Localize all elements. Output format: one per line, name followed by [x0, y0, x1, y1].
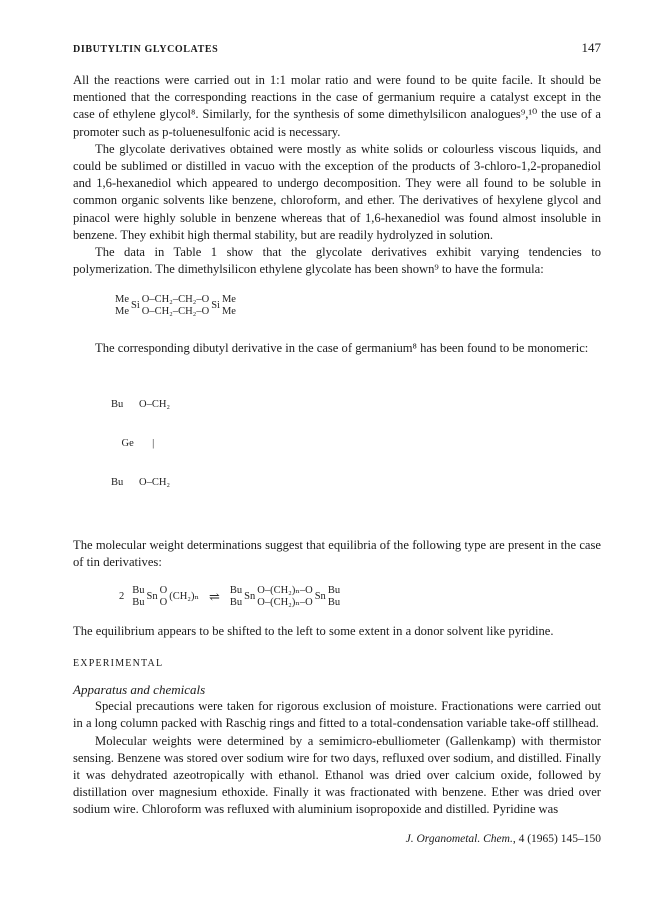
- formula-bu: Bu: [229, 585, 243, 597]
- formula-line: Bu O–CH₂: [111, 476, 171, 488]
- paragraph-polymerization: The data in Table 1 show that the glycolate derivatives exhibit varying tendencies to polymerization. The dimethylsilicon ethylene glycolate has been shown⁹ to have the formula:: [73, 245, 601, 277]
- formula-bu: Bu: [132, 585, 145, 597]
- subsection-heading-apparatus: Apparatus and chemicals: [73, 682, 206, 698]
- paragraph-derivatives: The glycolate derivatives obtained were mostly as white solids or colourless viscous liquids, and could be sublimed or distilled in vacuo with the exception of the products of 3-chloro-1,2-propanediol and 1,6-hexanediol which appeared to undergo decomposition. They were all found to be soluble in common organic solvents like benzene, chloroform, and ether. The derivatives of hexylene glycol and pinacol were highly soluble in benzene whereas that of 1,6-hexanediol was found almost insoluble in benzene. They exhibit high thermal stability, but are readily hydrolyzed in solution.: [73, 141, 601, 242]
- formula-atom-si: Si: [211, 300, 220, 312]
- formula-bu: Bu: [327, 585, 341, 597]
- formula-bu: Bu: [229, 597, 243, 609]
- formula-germanium-glycolate: [111, 372, 601, 515]
- formula-atom-si: Si: [131, 300, 140, 312]
- formula-atom-sn: Sn: [244, 591, 256, 603]
- formula-tin-equilibrium: [119, 585, 601, 609]
- page-number: 147: [581, 40, 601, 55]
- page-body: [73, 40, 601, 819]
- formula-line: Ge |: [111, 437, 155, 449]
- running-title: DIBUTYLTIN GLYCOLATES: [73, 44, 219, 55]
- paragraph-precautions: Special precautions were taken for rigorous exclusion of moisture. Fractionations were carried out in a long column packed with Raschig rings and fitted to a total-condensation variable take-off stillhead.: [73, 699, 601, 731]
- paragraph-equilibria: The molecular weight determinations suggest that equilibria of the following type are present in the case of tin derivatives:: [73, 537, 601, 569]
- paragraph-reactions: All the reactions were carried out in 1:1 molar ratio and were found to be quite facile. It should be mentioned that the corresponding reactions in the case of germanium require a catalyst except in the case of ethylene glycol⁸. Similarly, for the synthesis of some dimethylsilicon analogues⁹,¹⁰ the use of a promoter such as p-toluenesulfonic acid is necessary.: [73, 73, 601, 139]
- equilibrium-arrow: ⇌: [209, 589, 220, 605]
- journal-footer: [73, 833, 601, 845]
- formula-me: Me: [221, 306, 236, 318]
- formula-bridge: O–(CH₂)ₙ–O: [257, 597, 313, 609]
- formula-bu: Bu: [132, 597, 145, 609]
- formula-chain: (CH₂)ₙ: [169, 591, 199, 603]
- formula-bridge: O–(CH₂)ₙ–O: [257, 585, 313, 597]
- formula-atom-sn: Sn: [146, 591, 158, 603]
- formula-me: Me: [115, 306, 129, 318]
- paragraph-germanium: The corresponding dibutyl derivative in the case of germanium⁸ has been found to be monomeric:: [95, 341, 589, 356]
- formula-bu: Bu: [327, 597, 341, 609]
- formula-oxygen: O: [159, 585, 168, 597]
- formula-coefficient: 2: [119, 591, 125, 603]
- formula-silicon-glycolate: [115, 294, 601, 318]
- section-heading-experimental: EXPERIMENTAL: [73, 658, 164, 670]
- formula-me: Me: [221, 294, 236, 306]
- journal-name: J. Organometal. Chem.: [405, 833, 513, 845]
- formula-me: Me: [115, 294, 129, 306]
- paragraph-molecular-weights: Molecular weights were determined by a semimicro-ebulliometer (Gallenkamp) with thermistor sensing. Benzene was stored over sodium wire for two days, refluxed over sodium, and distilled. Finally it was dehydrated azeotropically with ethanol. Ethanol was dried over calcium oxide, followed by distillation over magnesium ethoxide. Finally it was fractionated with benzene. Ether was dried over sodium wire. Chloroform was refluxed with aluminium isopropoxide and distilled. Pyridine was: [73, 733, 601, 817]
- running-head: [73, 40, 601, 56]
- formula-oxygen: O: [159, 597, 168, 609]
- formula-bridge: O–CH₂–CH₂–O: [141, 306, 210, 318]
- formula-line: Bu O–CH₂: [111, 398, 171, 410]
- paragraph-donor-solvent: The equilibrium appears to be shifted to the left to some extent in a donor solvent like pyridine.: [73, 624, 554, 639]
- formula-atom-sn: Sn: [314, 591, 326, 603]
- formula-bridge: O–CH₂–CH₂–O: [141, 294, 210, 306]
- journal-citation: , 4 (1965) 145–150: [512, 833, 601, 845]
